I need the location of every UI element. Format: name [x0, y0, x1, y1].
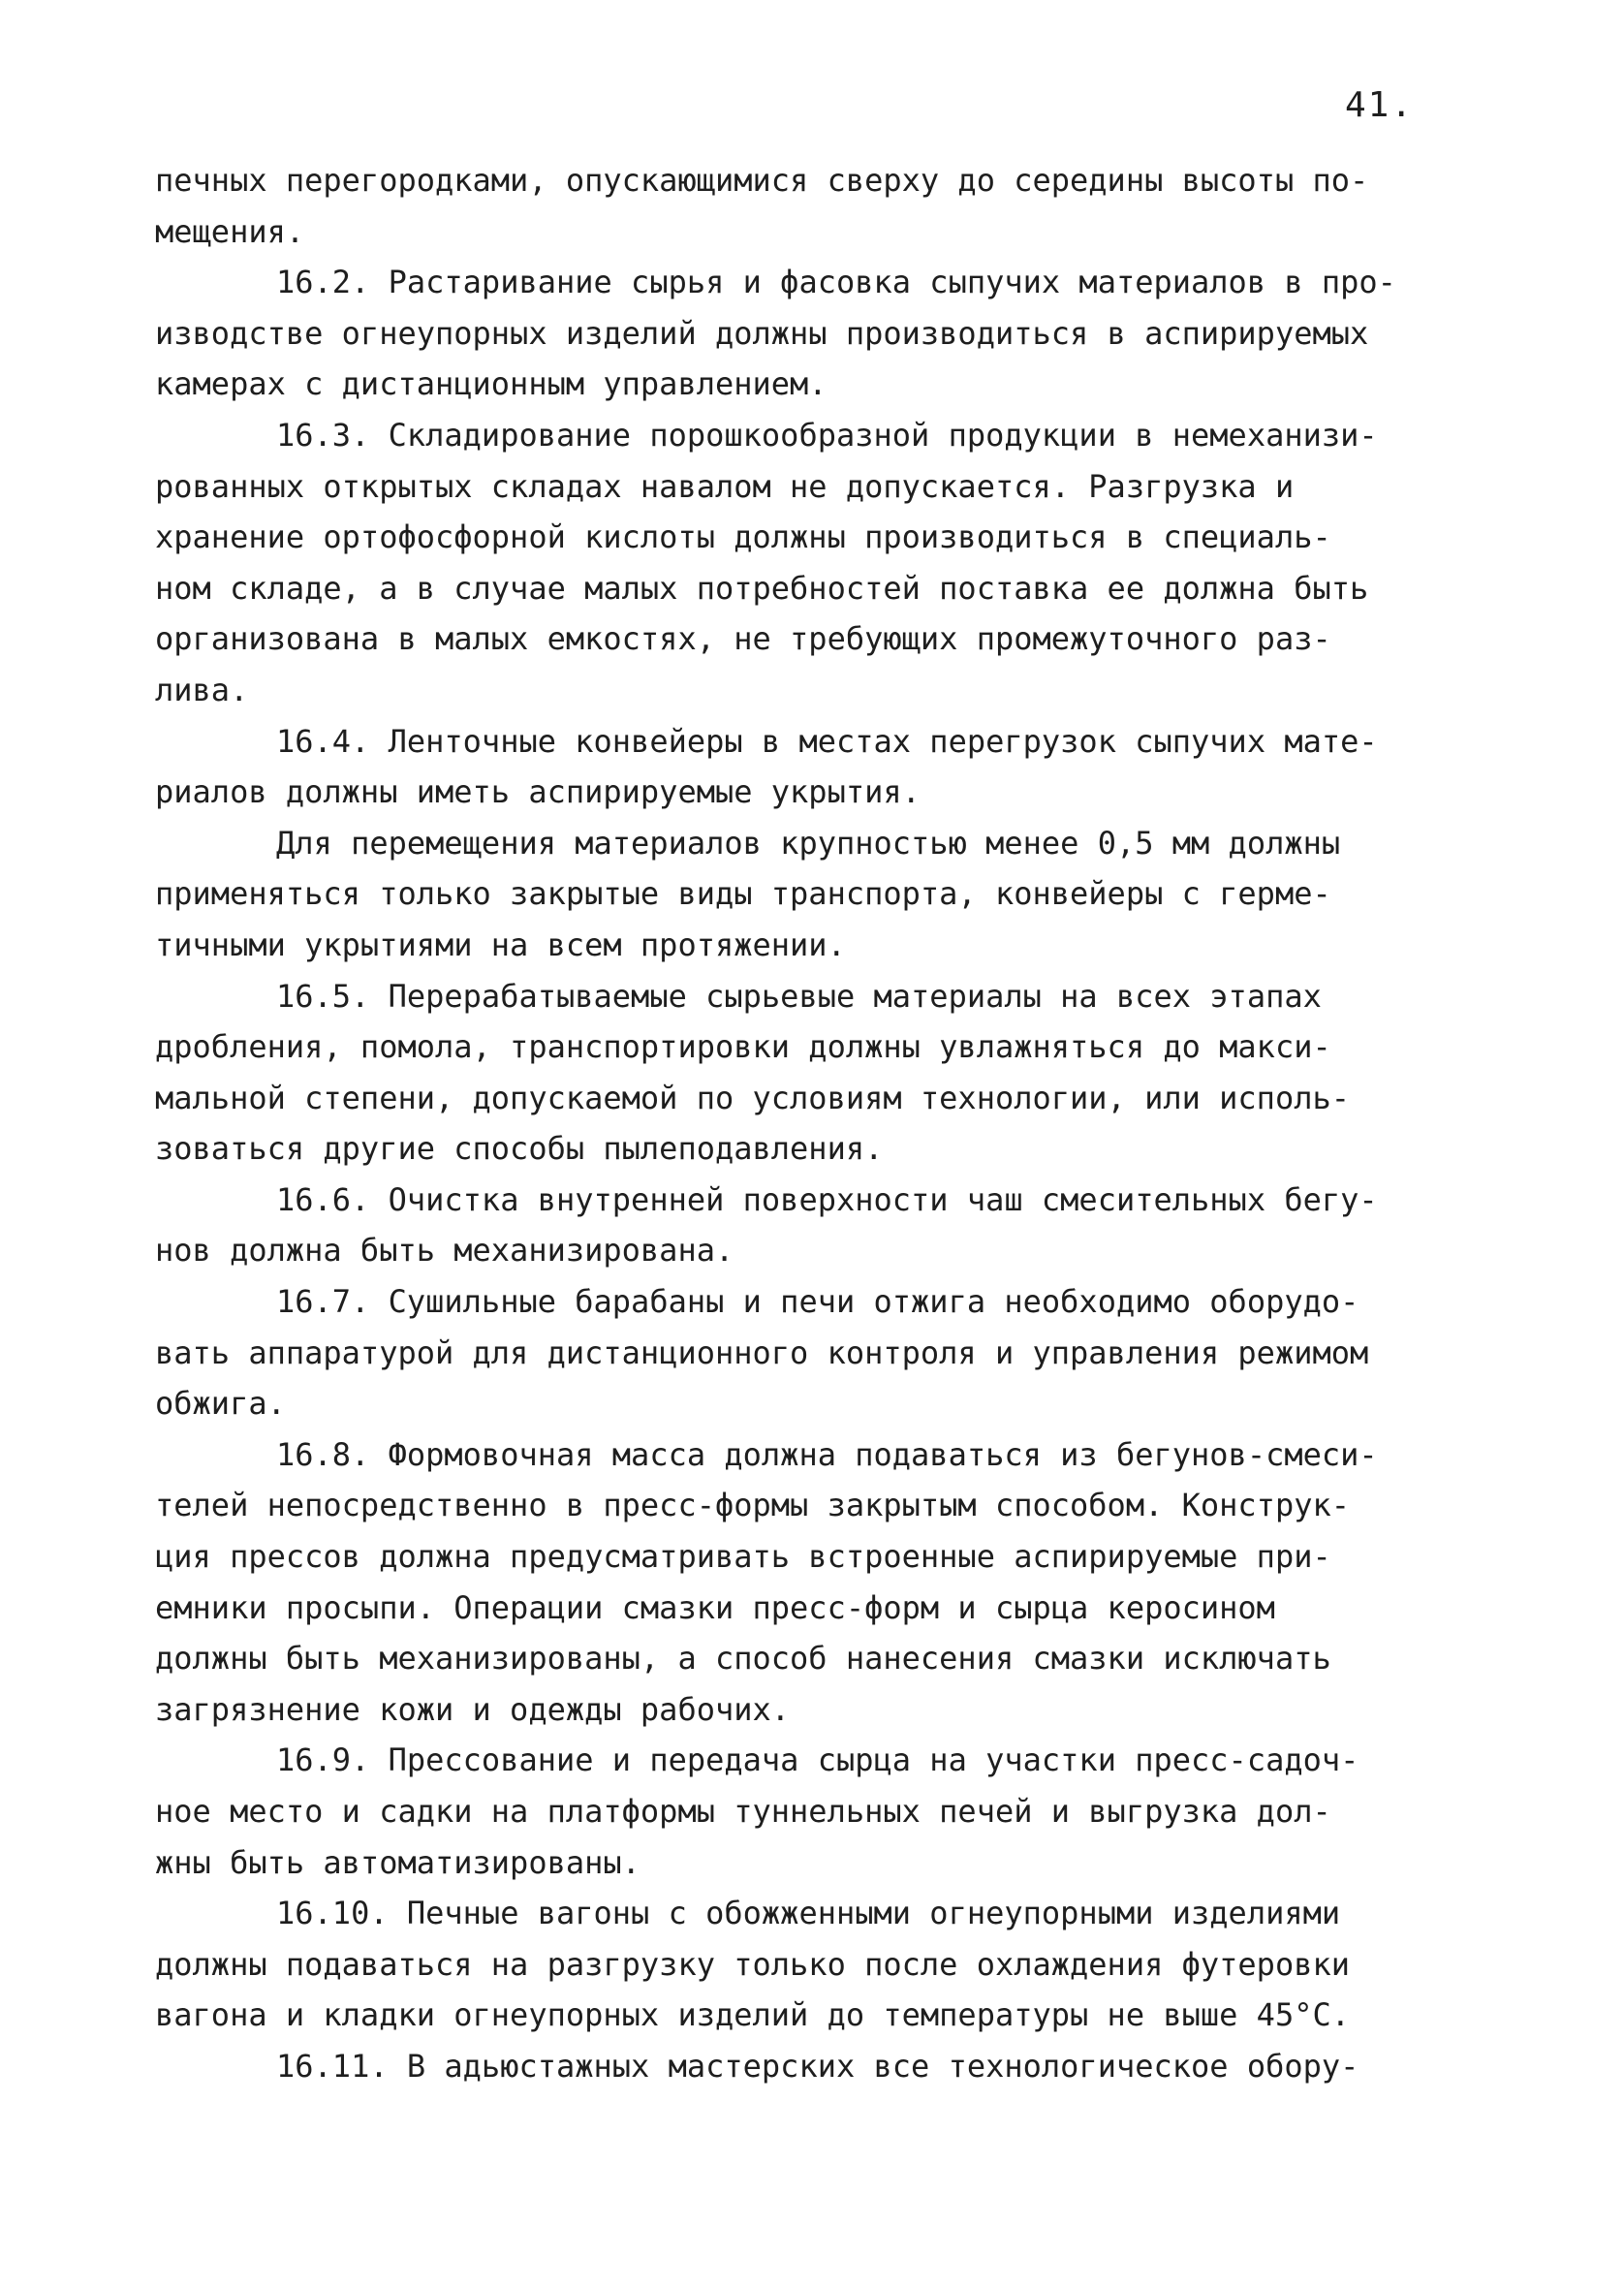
text-line: 16.8. Формовочная масса должна подаваться из бегунов-смеси- [276, 1435, 1378, 1473]
text-line: печных перегородками, опускающимися сверху до середины высоты по- [155, 162, 1369, 199]
text-line: 16.10. Печные вагоны с обожженными огнеупорными изделиями [276, 1895, 1341, 1932]
text-line: рованных открытых складах навалом не допускается. Разгрузка и [155, 467, 1295, 505]
text-line: мещения. [155, 212, 305, 250]
text-line: жны быть автоматизированы. [155, 1843, 640, 1881]
text-line: телей непосредственно в пресс-формы закрытым способом. Конструк- [155, 1487, 1350, 1524]
text-line: изводстве огнеупорных изделий должны производиться в аспирируемых [155, 314, 1369, 352]
text-line: организована в малых емкостях, не требующих промежуточного раз- [155, 620, 1331, 658]
text-line: загрязнение кожи и одежды рабочих. [155, 1690, 791, 1728]
text-line: камерах с дистанционным управлением. [155, 365, 828, 403]
text-line: ном складе, а в случае малых потребностей поставка ее должна быть [155, 569, 1369, 607]
text-line: 16.6. Очистка внутренней поверхности чаш смесительных бегу- [276, 1180, 1378, 1218]
text-line: обжига. [155, 1385, 286, 1423]
text-line: вать аппаратурой для дистанционного контроля и управления режимом [155, 1333, 1369, 1371]
text-line: лива. [155, 671, 249, 708]
text-line: должны быть механизированы, а способ нанесения смазки исключать [155, 1640, 1331, 1678]
text-line: 16.4. Ленточные конвейеры в местах перегрузок сыпучих мате- [276, 722, 1378, 760]
text-line: должны подаваться на разгрузку только после охлаждения футеровки [155, 1945, 1350, 1983]
text-line: нов должна быть механизирована. [155, 1232, 734, 1270]
text-line: хранение ортофосфорной кислоты должны производиться в специаль- [155, 518, 1331, 556]
text-line: Для перемещения материалов крупностью менее 0,5 мм должны [276, 824, 1341, 862]
text-line: 16.2. Растаривание сырья и фасовка сыпучих материалов в про- [276, 264, 1396, 301]
text-line: емники просыпи. Операции смазки пресс-форм и сырца керосином [155, 1588, 1275, 1626]
text-line: 16.5. Перерабатываемые сырьевые материалы на всех этапах [276, 977, 1322, 1015]
text-line: вагона и кладки огнеупорных изделий до температуры не выше 45°С. [155, 1996, 1350, 2034]
text-line: 16.11. В адьюстажных мастерских все технологическое обору- [276, 2047, 1359, 2085]
text-line: применяться только закрытые виды транспорта, конвейеры с герме- [155, 875, 1331, 913]
document-body [155, 155, 1531, 2092]
text-line: тичными укрытиями на всем протяжении. [155, 925, 846, 963]
text-line: 16.7. Сушильные барабаны и печи отжига необходимо оборудо- [276, 1283, 1359, 1321]
text-line: зоваться другие способы пылеподавления. [155, 1130, 884, 1168]
text-line: ное место и садки на платформы туннельных печей и выгрузка дол- [155, 1793, 1331, 1830]
text-line: дробления, помола, транспортировки должны увлажняться до макси- [155, 1028, 1331, 1066]
text-line: ция прессов должна предусматривать встроенные аспирируемые при- [155, 1538, 1331, 1576]
text-line: 16.3. Складирование порошкообразной продукции в немеханизи- [276, 416, 1378, 454]
text-line: мальной степени, допускаемой по условиям технологии, или исполь- [155, 1079, 1350, 1116]
page-number: 41. [1345, 85, 1415, 125]
text-line: 16.9. Прессование и передача сырца на участки пресс-садоч- [276, 1741, 1359, 1779]
text-line: риалов должны иметь аспирируемые укрытия. [155, 773, 921, 811]
